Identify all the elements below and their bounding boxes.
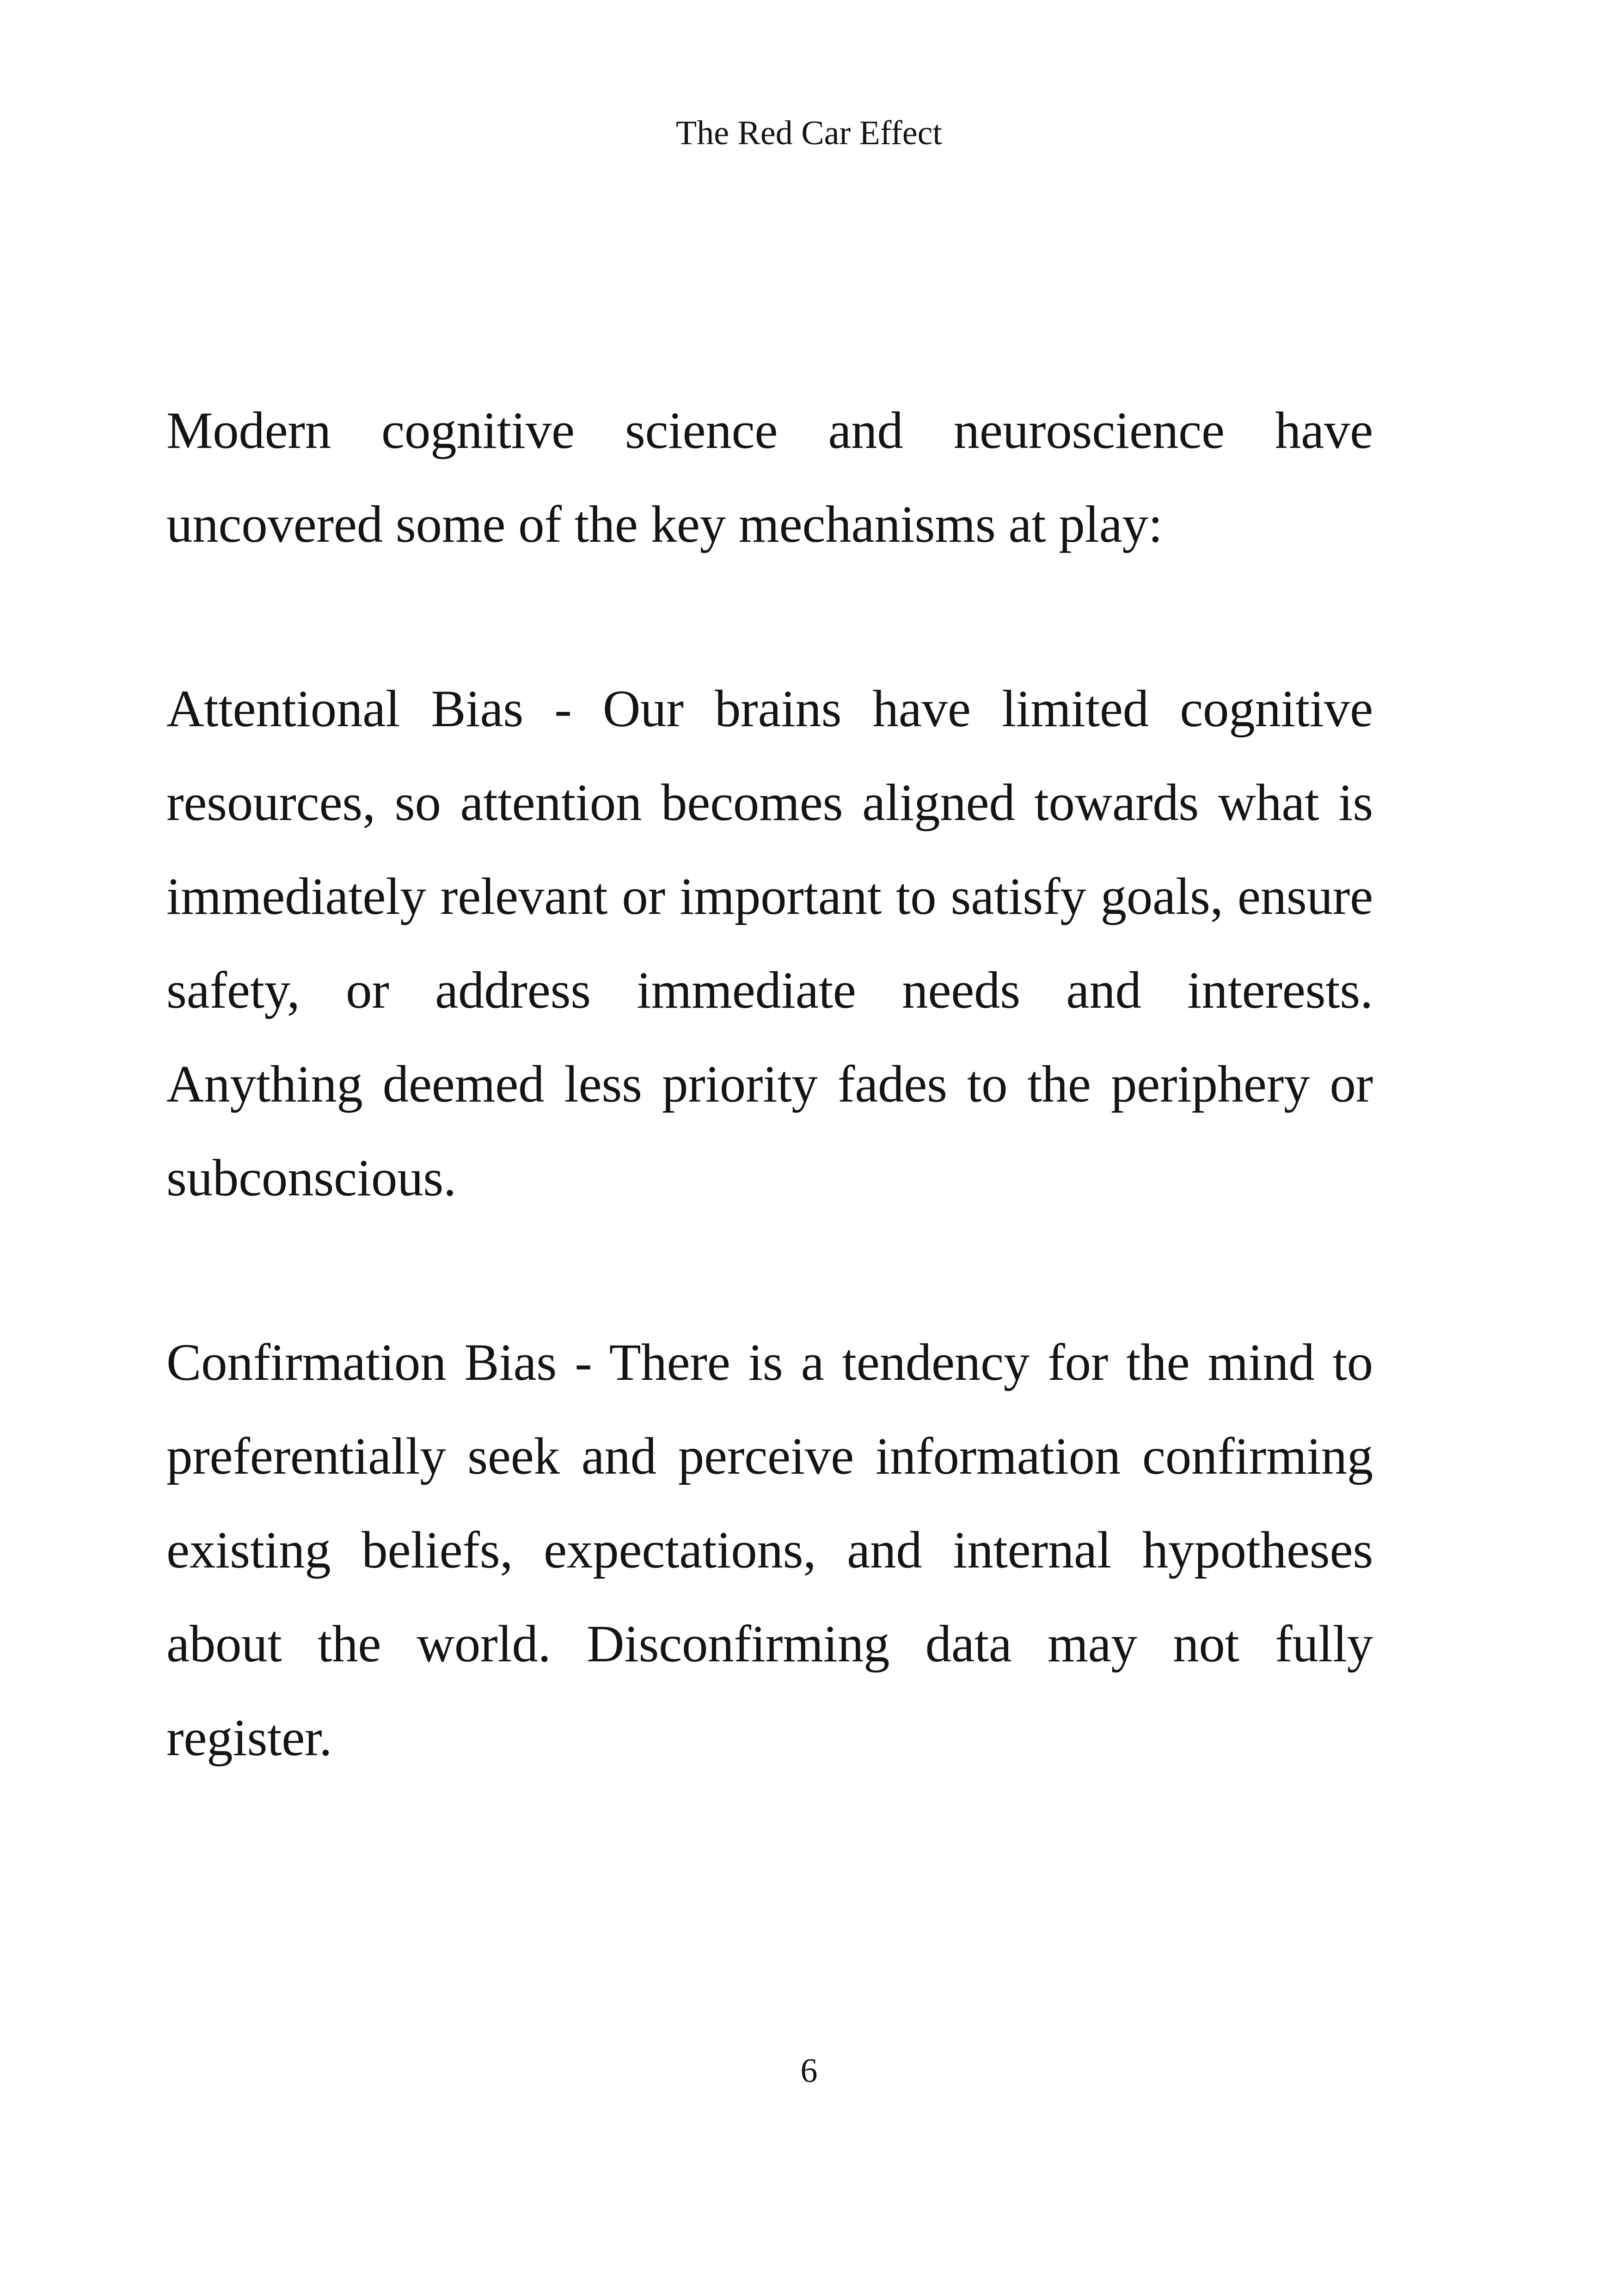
attentional-bias-paragraph: Attentional Bias - Our brains have limited cognitive resources, so attention becomes aligned towards what is immediately relevant or important to satisfy goals, ensure safety, or address immediate needs and interests. Anything deemed less priority fades to the periphery or subconscious.: [166, 680, 1373, 1207]
page-number: 6: [800, 2052, 818, 2090]
confirmation-bias-paragraph: Confirmation Bias - There is a tendency for the mind to preferentially seek and perceive information confirming existing beliefs, expectations, and internal hypotheses about the world. Disconfirming data may not fully register.: [166, 1334, 1373, 1767]
intro-paragraph: Modern cognitive science and neuroscience have uncovered some of the key mechanisms at play:: [166, 402, 1373, 553]
body-text: [166, 384, 1373, 1875]
running-header: The Red Car Effect: [676, 114, 942, 152]
